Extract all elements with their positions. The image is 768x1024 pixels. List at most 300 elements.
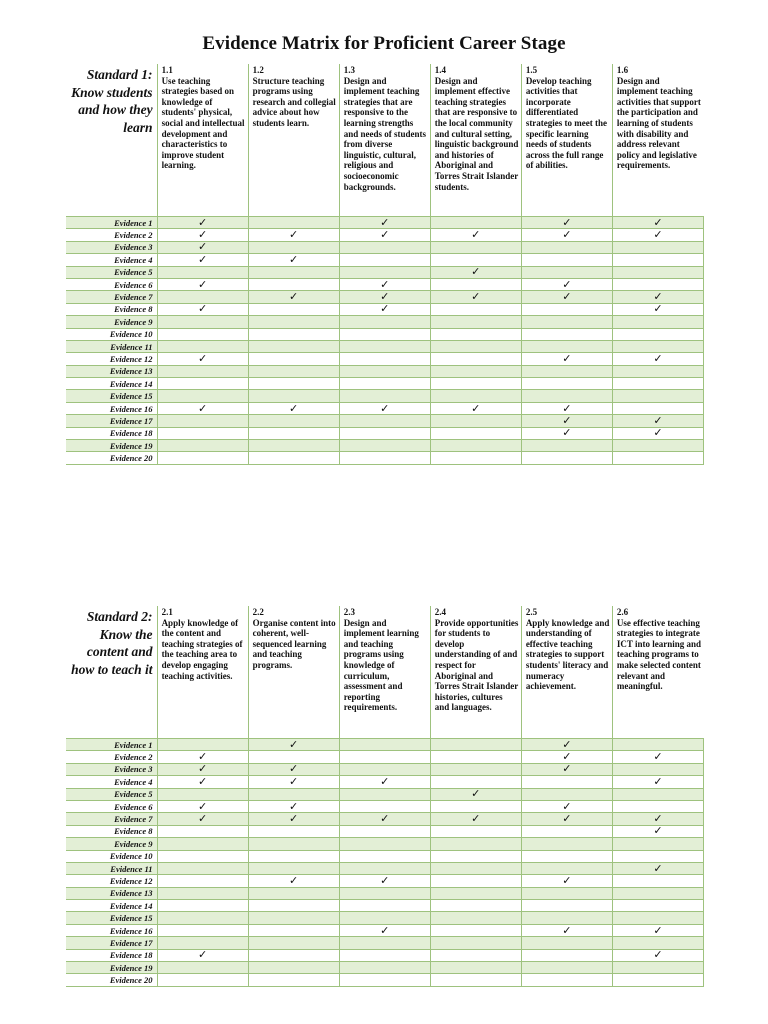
evidence-label: Evidence 2 — [66, 751, 157, 763]
focus-area-header — [521, 606, 612, 739]
evidence-row — [66, 402, 704, 414]
empty-cell — [521, 900, 612, 912]
empty-cell — [612, 900, 703, 912]
evidence-row — [66, 390, 704, 402]
evidence-label: Evidence 11 — [66, 862, 157, 874]
evidence-row — [66, 776, 704, 788]
evidence-row — [66, 862, 704, 874]
check-mark: ✓ — [521, 739, 612, 751]
check-mark: ✓ — [339, 813, 430, 825]
evidence-row — [66, 949, 704, 961]
empty-cell — [248, 303, 339, 315]
empty-cell — [430, 912, 521, 924]
header-row — [66, 606, 704, 739]
empty-cell — [612, 739, 703, 751]
empty-cell — [339, 378, 430, 390]
focus-area-number: 1.6 — [616, 65, 629, 75]
evidence-label: Evidence 17 — [66, 415, 157, 427]
empty-cell — [521, 378, 612, 390]
check-mark: ✓ — [521, 427, 612, 439]
empty-cell — [612, 974, 703, 986]
empty-cell — [248, 316, 339, 328]
evidence-row — [66, 316, 704, 328]
empty-cell — [339, 266, 430, 278]
empty-cell — [430, 838, 521, 850]
evidence-row — [66, 912, 704, 924]
check-mark: ✓ — [521, 875, 612, 887]
empty-cell — [430, 751, 521, 763]
evidence-label: Evidence 7 — [66, 291, 157, 303]
empty-cell — [248, 937, 339, 949]
empty-cell — [157, 862, 248, 874]
check-mark: ✓ — [430, 402, 521, 414]
focus-area-description: Design and implement effective teaching strategies that are responsive to the local community and cultural setting, linguistic background and histories of Aboriginal and Torres Strait Islander students. — [434, 75, 519, 192]
empty-cell — [612, 887, 703, 899]
check-mark: ✓ — [521, 763, 612, 775]
evidence-row — [66, 254, 704, 266]
evidence-label: Evidence 4 — [66, 776, 157, 788]
empty-cell — [339, 316, 430, 328]
empty-cell — [339, 974, 430, 986]
evidence-row — [66, 974, 704, 986]
evidence-label: Evidence 13 — [66, 365, 157, 377]
focus-area-number: 2.5 — [525, 607, 538, 617]
empty-cell — [430, 825, 521, 837]
focus-area-description: Develop teaching activities that incorporate differentiated strategies to meet the specific learning needs of students across the full range of abilities. — [525, 75, 608, 171]
empty-cell — [157, 415, 248, 427]
empty-cell — [157, 962, 248, 974]
check-mark: ✓ — [248, 402, 339, 414]
evidence-label: Evidence 7 — [66, 813, 157, 825]
empty-cell — [521, 328, 612, 340]
empty-cell — [430, 900, 521, 912]
focus-area-description: Design and implement learning and teaching programs using knowledge of curriculum, assessment and reporting requirements. — [343, 617, 419, 713]
empty-cell — [430, 390, 521, 402]
check-mark: ✓ — [339, 924, 430, 936]
evidence-label: Evidence 3 — [66, 763, 157, 775]
empty-cell — [612, 800, 703, 812]
empty-cell — [157, 365, 248, 377]
empty-cell — [430, 924, 521, 936]
empty-cell — [612, 850, 703, 862]
focus-area-number: 2.6 — [616, 607, 629, 617]
evidence-row — [66, 875, 704, 887]
evidence-matrix-standard-1 — [66, 64, 704, 465]
empty-cell — [521, 254, 612, 266]
evidence-row — [66, 427, 704, 439]
empty-cell — [430, 887, 521, 899]
empty-cell — [157, 427, 248, 439]
evidence-label: Evidence 4 — [66, 254, 157, 266]
check-mark: ✓ — [521, 278, 612, 290]
empty-cell — [521, 365, 612, 377]
focus-area-header — [248, 64, 339, 217]
check-mark: ✓ — [339, 875, 430, 887]
empty-cell — [521, 962, 612, 974]
empty-cell — [430, 328, 521, 340]
empty-cell — [612, 788, 703, 800]
check-mark: ✓ — [521, 229, 612, 241]
empty-cell — [430, 427, 521, 439]
check-mark: ✓ — [339, 402, 430, 414]
check-mark: ✓ — [521, 415, 612, 427]
empty-cell — [248, 962, 339, 974]
check-mark: ✓ — [157, 303, 248, 315]
empty-cell — [612, 316, 703, 328]
focus-area-header — [157, 64, 248, 217]
focus-area-number: 1.3 — [343, 65, 355, 75]
evidence-row — [66, 217, 704, 229]
empty-cell — [248, 452, 339, 464]
empty-cell — [521, 850, 612, 862]
matrix-table — [66, 64, 704, 465]
matrix-table — [66, 606, 704, 987]
empty-cell — [521, 303, 612, 315]
focus-area-description: Provide opportunities for students to develop understanding of and respect for Aboriginal and Torres Strait Islander histories, cultures and languages. — [434, 617, 519, 713]
evidence-label: Evidence 14 — [66, 900, 157, 912]
empty-cell — [157, 900, 248, 912]
evidence-row — [66, 291, 704, 303]
check-mark: ✓ — [612, 427, 703, 439]
empty-cell — [521, 452, 612, 464]
check-mark: ✓ — [521, 813, 612, 825]
evidence-label: Evidence 5 — [66, 266, 157, 278]
check-mark: ✓ — [430, 266, 521, 278]
evidence-row — [66, 937, 704, 949]
empty-cell — [248, 440, 339, 452]
check-mark: ✓ — [339, 303, 430, 315]
empty-cell — [339, 887, 430, 899]
empty-cell — [430, 415, 521, 427]
check-mark: ✓ — [521, 291, 612, 303]
empty-cell — [521, 825, 612, 837]
empty-cell — [339, 427, 430, 439]
empty-cell — [612, 328, 703, 340]
check-mark: ✓ — [157, 813, 248, 825]
check-mark: ✓ — [612, 813, 703, 825]
check-mark: ✓ — [339, 291, 430, 303]
check-mark: ✓ — [157, 949, 248, 961]
evidence-matrix-standard-2 — [66, 606, 704, 987]
evidence-label: Evidence 10 — [66, 328, 157, 340]
empty-cell — [248, 378, 339, 390]
empty-cell — [339, 800, 430, 812]
evidence-label: Evidence 1 — [66, 739, 157, 751]
empty-cell — [612, 266, 703, 278]
standard-title: Standard 2: Know the content and how to teach it — [71, 609, 153, 677]
empty-cell — [157, 266, 248, 278]
empty-cell — [248, 241, 339, 253]
focus-area-description: Use effective teaching strategies to integrate ICT into learning and teaching programs to make selected content relevant and meaningful. — [616, 617, 701, 692]
focus-area-header — [612, 64, 703, 217]
empty-cell — [248, 751, 339, 763]
evidence-row — [66, 415, 704, 427]
check-mark: ✓ — [521, 800, 612, 812]
evidence-row — [66, 266, 704, 278]
evidence-label: Evidence 16 — [66, 924, 157, 936]
empty-cell — [248, 328, 339, 340]
empty-cell — [248, 217, 339, 229]
evidence-label: Evidence 12 — [66, 353, 157, 365]
empty-cell — [612, 452, 703, 464]
check-mark: ✓ — [612, 303, 703, 315]
empty-cell — [430, 850, 521, 862]
empty-cell — [248, 924, 339, 936]
check-mark: ✓ — [157, 763, 248, 775]
empty-cell — [430, 254, 521, 266]
evidence-label: Evidence 8 — [66, 303, 157, 315]
check-mark: ✓ — [248, 254, 339, 266]
check-mark: ✓ — [612, 751, 703, 763]
evidence-label: Evidence 15 — [66, 912, 157, 924]
empty-cell — [157, 887, 248, 899]
empty-cell — [521, 788, 612, 800]
evidence-label: Evidence 17 — [66, 937, 157, 949]
check-mark: ✓ — [248, 763, 339, 775]
evidence-row — [66, 751, 704, 763]
empty-cell — [430, 937, 521, 949]
check-mark: ✓ — [612, 229, 703, 241]
empty-cell — [339, 962, 430, 974]
evidence-label: Evidence 20 — [66, 974, 157, 986]
empty-cell — [430, 378, 521, 390]
empty-cell — [157, 875, 248, 887]
empty-cell — [612, 875, 703, 887]
empty-cell — [339, 241, 430, 253]
empty-cell — [157, 452, 248, 464]
empty-cell — [157, 328, 248, 340]
empty-cell — [612, 241, 703, 253]
evidence-row — [66, 229, 704, 241]
evidence-label: Evidence 19 — [66, 962, 157, 974]
evidence-row — [66, 278, 704, 290]
evidence-row — [66, 813, 704, 825]
empty-cell — [430, 353, 521, 365]
focus-area-header — [430, 64, 521, 217]
header-row — [66, 64, 704, 217]
empty-cell — [157, 340, 248, 352]
check-mark: ✓ — [521, 353, 612, 365]
check-mark: ✓ — [248, 800, 339, 812]
check-mark: ✓ — [248, 229, 339, 241]
evidence-row — [66, 763, 704, 775]
evidence-row — [66, 353, 704, 365]
evidence-label: Evidence 18 — [66, 427, 157, 439]
check-mark: ✓ — [612, 862, 703, 874]
focus-area-number: 1.2 — [252, 65, 264, 75]
check-mark: ✓ — [248, 813, 339, 825]
empty-cell — [521, 316, 612, 328]
empty-cell — [157, 937, 248, 949]
empty-cell — [339, 949, 430, 961]
empty-cell — [248, 974, 339, 986]
evidence-label: Evidence 9 — [66, 316, 157, 328]
check-mark: ✓ — [521, 402, 612, 414]
empty-cell — [339, 900, 430, 912]
empty-cell — [612, 402, 703, 414]
empty-cell — [339, 763, 430, 775]
empty-cell — [157, 838, 248, 850]
evidence-label: Evidence 2 — [66, 229, 157, 241]
empty-cell — [157, 912, 248, 924]
check-mark: ✓ — [248, 291, 339, 303]
empty-cell — [521, 266, 612, 278]
check-mark: ✓ — [339, 278, 430, 290]
empty-cell — [521, 974, 612, 986]
focus-area-number: 1.1 — [161, 65, 173, 75]
empty-cell — [248, 266, 339, 278]
empty-cell — [339, 254, 430, 266]
focus-area-number: 2.4 — [434, 607, 446, 617]
check-mark: ✓ — [157, 353, 248, 365]
evidence-row — [66, 900, 704, 912]
empty-cell — [521, 862, 612, 874]
check-mark: ✓ — [430, 813, 521, 825]
empty-cell — [339, 415, 430, 427]
check-mark: ✓ — [612, 924, 703, 936]
empty-cell — [430, 365, 521, 377]
empty-cell — [430, 739, 521, 751]
evidence-row — [66, 825, 704, 837]
empty-cell — [430, 241, 521, 253]
evidence-row — [66, 241, 704, 253]
check-mark: ✓ — [157, 217, 248, 229]
empty-cell — [339, 788, 430, 800]
empty-cell — [157, 788, 248, 800]
empty-cell — [339, 353, 430, 365]
evidence-row — [66, 440, 704, 452]
check-mark: ✓ — [430, 788, 521, 800]
evidence-label: Evidence 6 — [66, 800, 157, 812]
check-mark: ✓ — [430, 229, 521, 241]
empty-cell — [157, 825, 248, 837]
evidence-label: Evidence 18 — [66, 949, 157, 961]
evidence-label: Evidence 12 — [66, 875, 157, 887]
evidence-label: Evidence 19 — [66, 440, 157, 452]
empty-cell — [612, 838, 703, 850]
check-mark: ✓ — [157, 278, 248, 290]
evidence-label: Evidence 11 — [66, 340, 157, 352]
focus-area-header — [612, 606, 703, 739]
check-mark: ✓ — [157, 751, 248, 763]
empty-cell — [521, 776, 612, 788]
empty-cell — [430, 340, 521, 352]
check-mark: ✓ — [339, 776, 430, 788]
check-mark: ✓ — [248, 739, 339, 751]
evidence-row — [66, 887, 704, 899]
focus-area-number: 1.5 — [525, 65, 538, 75]
evidence-row — [66, 340, 704, 352]
check-mark: ✓ — [157, 402, 248, 414]
evidence-label: Evidence 9 — [66, 838, 157, 850]
focus-area-description: Apply knowledge of the content and teaching strategies of the teaching area to develop engaging teaching activities. — [161, 617, 243, 681]
evidence-row — [66, 838, 704, 850]
empty-cell — [339, 850, 430, 862]
check-mark: ✓ — [521, 217, 612, 229]
empty-cell — [248, 900, 339, 912]
empty-cell — [521, 440, 612, 452]
evidence-row — [66, 788, 704, 800]
page-title: Evidence Matrix for Proficient Career Stage — [202, 33, 566, 54]
empty-cell — [521, 838, 612, 850]
check-mark: ✓ — [157, 241, 248, 253]
empty-cell — [248, 862, 339, 874]
check-mark: ✓ — [612, 415, 703, 427]
empty-cell — [157, 924, 248, 936]
evidence-label: Evidence 5 — [66, 788, 157, 800]
evidence-row — [66, 800, 704, 812]
empty-cell — [157, 316, 248, 328]
evidence-row — [66, 452, 704, 464]
focus-area-description: Design and implement teaching strategies that are responsive to the learning strengths and needs of students from diverse linguistic, cultural, religious and socioeconomic backgrounds. — [343, 75, 426, 192]
focus-area-header — [430, 606, 521, 739]
evidence-label: Evidence 10 — [66, 850, 157, 862]
focus-area-header — [339, 606, 430, 739]
empty-cell — [521, 949, 612, 961]
empty-cell — [521, 937, 612, 949]
standard-title: Standard 1: Know students and how they learn — [71, 67, 153, 135]
evidence-row — [66, 924, 704, 936]
check-mark: ✓ — [612, 776, 703, 788]
evidence-label: Evidence 8 — [66, 825, 157, 837]
evidence-row — [66, 850, 704, 862]
check-mark: ✓ — [339, 217, 430, 229]
empty-cell — [339, 862, 430, 874]
empty-cell — [430, 278, 521, 290]
evidence-row — [66, 739, 704, 751]
check-mark: ✓ — [612, 353, 703, 365]
empty-cell — [248, 353, 339, 365]
check-mark: ✓ — [157, 776, 248, 788]
empty-cell — [248, 838, 339, 850]
evidence-label: Evidence 6 — [66, 278, 157, 290]
empty-cell — [612, 378, 703, 390]
empty-cell — [339, 390, 430, 402]
empty-cell — [157, 440, 248, 452]
empty-cell — [339, 937, 430, 949]
check-mark: ✓ — [430, 291, 521, 303]
empty-cell — [612, 962, 703, 974]
empty-cell — [248, 887, 339, 899]
empty-cell — [521, 340, 612, 352]
focus-area-number: 1.4 — [434, 65, 446, 75]
empty-cell — [248, 278, 339, 290]
empty-cell — [157, 378, 248, 390]
empty-cell — [612, 365, 703, 377]
check-mark: ✓ — [157, 800, 248, 812]
focus-area-description: Use teaching strategies based on knowledge of students' physical, social and intellectual development and characteristics to improve student learning. — [161, 75, 245, 171]
empty-cell — [521, 912, 612, 924]
evidence-row — [66, 962, 704, 974]
check-mark: ✓ — [612, 217, 703, 229]
empty-cell — [612, 390, 703, 402]
evidence-label: Evidence 13 — [66, 887, 157, 899]
focus-area-number: 2.1 — [161, 607, 173, 617]
empty-cell — [157, 390, 248, 402]
empty-cell — [430, 875, 521, 887]
evidence-label: Evidence 14 — [66, 378, 157, 390]
focus-area-description: Apply knowledge and understanding of effective teaching strategies to support students' literacy and numeracy achievement. — [525, 617, 610, 692]
evidence-row — [66, 378, 704, 390]
check-mark: ✓ — [612, 825, 703, 837]
empty-cell — [339, 825, 430, 837]
check-mark: ✓ — [612, 291, 703, 303]
check-mark: ✓ — [248, 776, 339, 788]
evidence-label: Evidence 20 — [66, 452, 157, 464]
focus-area-header — [521, 64, 612, 217]
focus-area-number: 2.2 — [252, 607, 264, 617]
empty-cell — [430, 974, 521, 986]
